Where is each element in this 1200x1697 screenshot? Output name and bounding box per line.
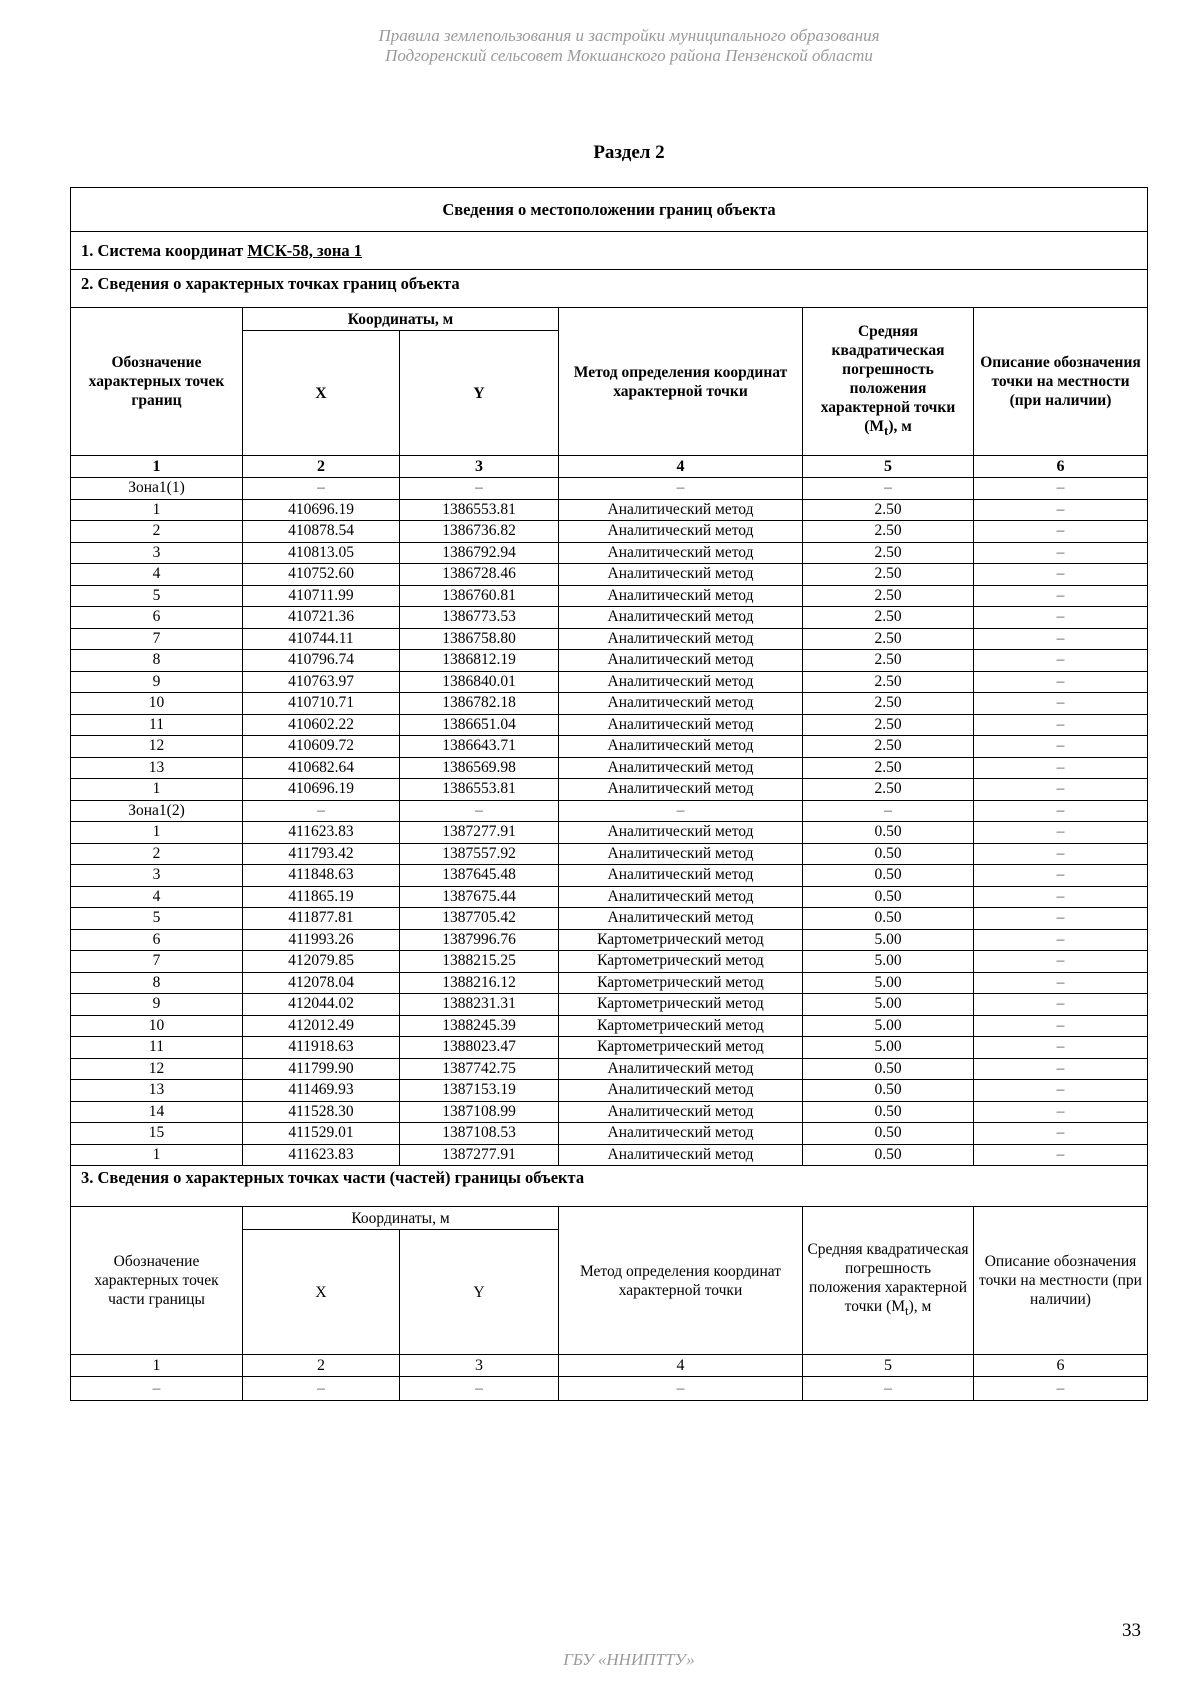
- cell-point-id: Зона1(1): [71, 478, 243, 500]
- header-point: Обозначение характерных точек границ: [71, 308, 243, 456]
- column-numbers3-row: [71, 1355, 1148, 1377]
- footer: ГБУ «ННИПТТУ»: [563, 1650, 695, 1669]
- table-row: [71, 585, 1148, 607]
- cell-point-id: 8: [71, 972, 243, 994]
- table-row: [71, 1123, 1148, 1145]
- cell-description: –: [974, 499, 1148, 521]
- cell-error: 0.50: [803, 822, 974, 844]
- header-error-sub: t: [884, 423, 889, 439]
- section3-label: 3. Сведения о характерных точках части (частей) границы объекта: [71, 1166, 1148, 1207]
- cell-y-coord: 1386651.04: [400, 714, 559, 736]
- table-row: [71, 994, 1148, 1016]
- cell-method: Картометрический метод: [559, 994, 803, 1016]
- cell-x-coord: –: [243, 800, 400, 822]
- cell-error: 5.00: [803, 1015, 974, 1037]
- cell-y-coord: 1387996.76: [400, 929, 559, 951]
- table-row: [71, 843, 1148, 865]
- cell-description: –: [974, 865, 1148, 887]
- cell-x-coord: 410696.19: [243, 499, 400, 521]
- cell-point-id: 13: [71, 1080, 243, 1102]
- cell-method: Аналитический метод: [559, 521, 803, 543]
- cell-x-coord: 410710.71: [243, 693, 400, 715]
- column-number: 2: [243, 1355, 400, 1377]
- cell-x-coord: 410609.72: [243, 736, 400, 758]
- table-row: [71, 693, 1148, 715]
- cell-method: –: [559, 800, 803, 822]
- cell-method: –: [559, 478, 803, 500]
- cell-error: 2.50: [803, 757, 974, 779]
- cell-y-coord: 1386728.46: [400, 564, 559, 586]
- cell-method: Картометрический метод: [559, 951, 803, 973]
- cell-x-coord: 410721.36: [243, 607, 400, 629]
- cell-x-coord: 410711.99: [243, 585, 400, 607]
- cell-x-coord: 411877.81: [243, 908, 400, 930]
- section2-row: [71, 270, 1148, 308]
- running-header-line1: Правила землепользования и застройки муниципального образования: [378, 26, 880, 45]
- cell-method: Аналитический метод: [559, 843, 803, 865]
- cell-error: 0.50: [803, 1101, 974, 1123]
- cell-error: 5.00: [803, 929, 974, 951]
- cell-method: Картометрический метод: [559, 929, 803, 951]
- cell-error: 2.50: [803, 671, 974, 693]
- cell-x-coord: 411918.63: [243, 1037, 400, 1059]
- table-row: [71, 1015, 1148, 1037]
- cell-method: Аналитический метод: [559, 607, 803, 629]
- cell-method: Аналитический метод: [559, 1058, 803, 1080]
- cell-description: –: [974, 1080, 1148, 1102]
- cell-method: Аналитический метод: [559, 1144, 803, 1166]
- header3-coords: Координаты, м: [243, 1207, 559, 1230]
- cell-description: –: [974, 908, 1148, 930]
- header3-point: Обозначение характерных точек части границы: [71, 1207, 243, 1355]
- cell-error: 0.50: [803, 1144, 974, 1166]
- cell-description: –: [974, 478, 1148, 500]
- cell-y-coord: 1386812.19: [400, 650, 559, 672]
- cell-description: –: [974, 1123, 1148, 1145]
- cell-method: Аналитический метод: [559, 886, 803, 908]
- cell-method: Картометрический метод: [559, 1037, 803, 1059]
- table-row: [71, 800, 1148, 822]
- cell-x-coord: 411623.83: [243, 822, 400, 844]
- cell-y-coord: 1387277.91: [400, 822, 559, 844]
- header3-description: Описание обозначения точки на местности (при наличии): [974, 1207, 1148, 1355]
- cell-x-coord: 411993.26: [243, 929, 400, 951]
- cell-error: 5.00: [803, 1037, 974, 1059]
- table-row: [71, 628, 1148, 650]
- cell-error: 0.50: [803, 908, 974, 930]
- cell-method: Аналитический метод: [559, 671, 803, 693]
- cell-error: 2.50: [803, 521, 974, 543]
- cell-description: –: [974, 542, 1148, 564]
- cell-point-id: 13: [71, 757, 243, 779]
- cell-point-id: 8: [71, 650, 243, 672]
- cell-point-id: 5: [71, 908, 243, 930]
- cell-method: Картометрический метод: [559, 972, 803, 994]
- cell-x-coord: 412078.04: [243, 972, 400, 994]
- cell-description: –: [974, 628, 1148, 650]
- cell-description: –: [974, 972, 1148, 994]
- cell-y-coord: –: [400, 478, 559, 500]
- cell-x-coord: 412012.49: [243, 1015, 400, 1037]
- cell-description: –: [974, 1377, 1148, 1401]
- table-row: [71, 908, 1148, 930]
- cell-description: –: [974, 994, 1148, 1016]
- cell-point-id: 10: [71, 1015, 243, 1037]
- cell-method: Аналитический метод: [559, 822, 803, 844]
- column-number: 1: [71, 456, 243, 478]
- cell-description: –: [974, 929, 1148, 951]
- cell-point-id: 12: [71, 1058, 243, 1080]
- cell-description: –: [974, 843, 1148, 865]
- cell-point-id: 14: [71, 1101, 243, 1123]
- section-title: Раздел 2: [593, 142, 665, 163]
- header-x: X: [243, 331, 400, 456]
- cell-method: Аналитический метод: [559, 1080, 803, 1102]
- cell-description: –: [974, 650, 1148, 672]
- cell-error: 2.50: [803, 607, 974, 629]
- cell-method: Картометрический метод: [559, 1015, 803, 1037]
- column-number: 5: [803, 456, 974, 478]
- cell-point-id: –: [71, 1377, 243, 1401]
- cell-x-coord: –: [243, 478, 400, 500]
- cell-point-id: 9: [71, 671, 243, 693]
- table-row: [71, 714, 1148, 736]
- table-row: [71, 1037, 1148, 1059]
- cell-y-coord: 1387108.53: [400, 1123, 559, 1145]
- table-row: [71, 929, 1148, 951]
- cell-error: 0.50: [803, 886, 974, 908]
- cell-y-coord: 1387108.99: [400, 1101, 559, 1123]
- table-row: [71, 564, 1148, 586]
- cell-error: 5.00: [803, 951, 974, 973]
- cell-point-id: 2: [71, 521, 243, 543]
- cell-x-coord: 411848.63: [243, 865, 400, 887]
- coord-system-label: 1. Система координат: [81, 241, 244, 260]
- table-row: [71, 478, 1148, 500]
- cell-description: –: [974, 886, 1148, 908]
- header3-error-sub: t: [905, 1303, 909, 1319]
- cell-y-coord: 1388216.12: [400, 972, 559, 994]
- table-row: [71, 607, 1148, 629]
- cell-method: Аналитический метод: [559, 757, 803, 779]
- section3-row: [71, 1166, 1148, 1207]
- cell-x-coord: 411469.93: [243, 1080, 400, 1102]
- cell-x-coord: 410878.54: [243, 521, 400, 543]
- cell-y-coord: 1387675.44: [400, 886, 559, 908]
- column-number: 6: [974, 456, 1148, 478]
- header-error: [803, 308, 974, 456]
- cell-method: Аналитический метод: [559, 542, 803, 564]
- cell-method: Аналитический метод: [559, 714, 803, 736]
- table-row: [71, 736, 1148, 758]
- cell-point-id: 3: [71, 542, 243, 564]
- cell-point-id: 7: [71, 951, 243, 973]
- cell-description: –: [974, 1058, 1148, 1080]
- cell-error: 5.00: [803, 994, 974, 1016]
- cell-error: 0.50: [803, 1080, 974, 1102]
- cell-description: –: [974, 1144, 1148, 1166]
- cell-error: 2.50: [803, 779, 974, 801]
- cell-method: Аналитический метод: [559, 628, 803, 650]
- cell-x-coord: –: [243, 1377, 400, 1401]
- cell-description: –: [974, 585, 1148, 607]
- table-row: [71, 779, 1148, 801]
- cell-point-id: 1: [71, 1144, 243, 1166]
- cell-y-coord: 1387277.91: [400, 1144, 559, 1166]
- header-method: Метод определения координат характерной точки: [559, 308, 803, 456]
- coord-system: [71, 232, 1148, 270]
- cell-error: 2.50: [803, 499, 974, 521]
- table-row: [71, 1058, 1148, 1080]
- cell-error: 0.50: [803, 1058, 974, 1080]
- cell-y-coord: 1387742.75: [400, 1058, 559, 1080]
- header-row: [71, 308, 1148, 331]
- cell-point-id: 1: [71, 779, 243, 801]
- cell-x-coord: 410813.05: [243, 542, 400, 564]
- cell-point-id: 4: [71, 886, 243, 908]
- cell-point-id: 12: [71, 736, 243, 758]
- cell-point-id: 11: [71, 1037, 243, 1059]
- header3-error-unit: ), м: [908, 1298, 932, 1316]
- cell-point-id: 1: [71, 822, 243, 844]
- header-y: Y: [400, 331, 559, 456]
- cell-method: Аналитический метод: [559, 585, 803, 607]
- cell-y-coord: 1386553.81: [400, 499, 559, 521]
- table-row: [71, 499, 1148, 521]
- cell-point-id: 1: [71, 499, 243, 521]
- table-title: Сведения о местоположении границ объекта: [71, 188, 1148, 232]
- cell-description: –: [974, 736, 1148, 758]
- cell-error: 2.50: [803, 714, 974, 736]
- cell-error: 2.50: [803, 628, 974, 650]
- page-number: 33: [1122, 1620, 1141, 1641]
- header3-row: [71, 1207, 1148, 1230]
- cell-description: –: [974, 564, 1148, 586]
- header3-method: Метод определения координат характерной точки: [559, 1207, 803, 1355]
- cell-method: Аналитический метод: [559, 865, 803, 887]
- cell-x-coord: 411865.19: [243, 886, 400, 908]
- cell-description: –: [974, 671, 1148, 693]
- cell-description: –: [974, 693, 1148, 715]
- cell-point-id: 11: [71, 714, 243, 736]
- cell-method: Аналитический метод: [559, 736, 803, 758]
- cell-y-coord: 1387645.48: [400, 865, 559, 887]
- table-row: [71, 951, 1148, 973]
- cell-y-coord: 1387153.19: [400, 1080, 559, 1102]
- cell-point-id: 6: [71, 929, 243, 951]
- table-row: [71, 757, 1148, 779]
- cell-y-coord: 1386792.94: [400, 542, 559, 564]
- cell-y-coord: 1386782.18: [400, 693, 559, 715]
- cell-method: Аналитический метод: [559, 1101, 803, 1123]
- cell-error: 0.50: [803, 1123, 974, 1145]
- cell-point-id: 2: [71, 843, 243, 865]
- cell-description: –: [974, 1101, 1148, 1123]
- cell-y-coord: 1388215.25: [400, 951, 559, 973]
- cell-x-coord: 410763.97: [243, 671, 400, 693]
- cell-x-coord: 412044.02: [243, 994, 400, 1016]
- cell-method: Аналитический метод: [559, 650, 803, 672]
- cell-error: 2.50: [803, 693, 974, 715]
- table-row: [71, 1144, 1148, 1166]
- table-row: [71, 521, 1148, 543]
- cell-y-coord: –: [400, 1377, 559, 1401]
- cell-description: –: [974, 757, 1148, 779]
- cell-point-id: 3: [71, 865, 243, 887]
- cell-x-coord: 410796.74: [243, 650, 400, 672]
- cell-x-coord: 410682.64: [243, 757, 400, 779]
- cell-y-coord: 1388245.39: [400, 1015, 559, 1037]
- cell-error: –: [803, 1377, 974, 1401]
- cell-error: 2.50: [803, 585, 974, 607]
- cell-error: 0.50: [803, 865, 974, 887]
- cell-x-coord: 410752.60: [243, 564, 400, 586]
- cell-y-coord: 1388023.47: [400, 1037, 559, 1059]
- header3-x: X: [243, 1230, 400, 1355]
- cell-x-coord: 410602.22: [243, 714, 400, 736]
- table-row: [71, 1377, 1148, 1401]
- table-row: [71, 972, 1148, 994]
- column-number: 5: [803, 1355, 974, 1377]
- cell-y-coord: 1386760.81: [400, 585, 559, 607]
- header3-error: [803, 1207, 974, 1355]
- cell-method: –: [559, 1377, 803, 1401]
- table-row: [71, 650, 1148, 672]
- cell-x-coord: 411799.90: [243, 1058, 400, 1080]
- cell-error: 2.50: [803, 736, 974, 758]
- cell-x-coord: 411529.01: [243, 1123, 400, 1145]
- cell-y-coord: 1387557.92: [400, 843, 559, 865]
- cell-y-coord: 1386736.82: [400, 521, 559, 543]
- column-number: 3: [400, 456, 559, 478]
- cell-y-coord: 1386840.01: [400, 671, 559, 693]
- cell-description: –: [974, 521, 1148, 543]
- cell-y-coord: 1386758.80: [400, 628, 559, 650]
- cell-point-id: 9: [71, 994, 243, 1016]
- cell-point-id: 5: [71, 585, 243, 607]
- cell-x-coord: 411528.30: [243, 1101, 400, 1123]
- cell-method: Аналитический метод: [559, 693, 803, 715]
- cell-description: –: [974, 800, 1148, 822]
- table-row: [71, 542, 1148, 564]
- cell-description: –: [974, 951, 1148, 973]
- column-numbers-row: [71, 456, 1148, 478]
- column-number: 4: [559, 1355, 803, 1377]
- header-description: Описание обозначения точки на местности (при наличии): [974, 308, 1148, 456]
- cell-method: Аналитический метод: [559, 499, 803, 521]
- header-error-unit: ), м: [888, 418, 912, 436]
- coord-system-value: МСК-58, зона 1: [247, 241, 362, 260]
- cell-x-coord: 412079.85: [243, 951, 400, 973]
- table-row: [71, 886, 1148, 908]
- cell-point-id: 4: [71, 564, 243, 586]
- table-row: [71, 1080, 1148, 1102]
- header-error-text: Средняя квадратическая погрешность положения характерной точки (M: [820, 323, 956, 436]
- table-row: [71, 865, 1148, 887]
- column-number: 1: [71, 1355, 243, 1377]
- column-number: 3: [400, 1355, 559, 1377]
- cell-method: Аналитический метод: [559, 908, 803, 930]
- cell-x-coord: 411623.83: [243, 1144, 400, 1166]
- cell-error: –: [803, 800, 974, 822]
- cell-method: Аналитический метод: [559, 779, 803, 801]
- header3-error-text: Средняя квадратическая погрешность положения характерной точки (M: [807, 1241, 969, 1316]
- cell-point-id: 7: [71, 628, 243, 650]
- cell-point-id: Зона1(2): [71, 800, 243, 822]
- cell-error: 0.50: [803, 843, 974, 865]
- cell-y-coord: 1387705.42: [400, 908, 559, 930]
- cell-description: –: [974, 714, 1148, 736]
- cell-y-coord: 1386773.53: [400, 607, 559, 629]
- running-header-line2: Подгоренский сельсовет Мокшанского района Пензенской области: [385, 46, 873, 65]
- cell-description: –: [974, 1037, 1148, 1059]
- cell-error: 2.50: [803, 542, 974, 564]
- cell-y-coord: 1386569.98: [400, 757, 559, 779]
- cell-point-id: 15: [71, 1123, 243, 1145]
- column-number: 6: [974, 1355, 1148, 1377]
- table-row: [71, 822, 1148, 844]
- column-number: 4: [559, 456, 803, 478]
- coord-system-row: [71, 232, 1148, 270]
- cell-description: –: [974, 822, 1148, 844]
- cell-error: 5.00: [803, 972, 974, 994]
- cell-method: Аналитический метод: [559, 564, 803, 586]
- table-row: [71, 1101, 1148, 1123]
- cell-y-coord: –: [400, 800, 559, 822]
- header3-y: Y: [400, 1230, 559, 1355]
- cell-x-coord: 410744.11: [243, 628, 400, 650]
- cell-description: –: [974, 779, 1148, 801]
- cell-method: Аналитический метод: [559, 1123, 803, 1145]
- header-coords: Координаты, м: [243, 308, 559, 331]
- cell-error: 2.50: [803, 650, 974, 672]
- cell-description: –: [974, 1015, 1148, 1037]
- boundary-table: [70, 187, 1148, 1401]
- cell-point-id: 6: [71, 607, 243, 629]
- cell-x-coord: 411793.42: [243, 843, 400, 865]
- cell-x-coord: 410696.19: [243, 779, 400, 801]
- cell-description: –: [974, 607, 1148, 629]
- section2-label: 2. Сведения о характерных точках границ объекта: [71, 270, 1148, 308]
- cell-point-id: 10: [71, 693, 243, 715]
- cell-error: –: [803, 478, 974, 500]
- table-row: [71, 671, 1148, 693]
- cell-y-coord: 1386643.71: [400, 736, 559, 758]
- cell-y-coord: 1386553.81: [400, 779, 559, 801]
- column-number: 2: [243, 456, 400, 478]
- cell-y-coord: 1388231.31: [400, 994, 559, 1016]
- table-title-row: [71, 188, 1148, 232]
- cell-error: 2.50: [803, 564, 974, 586]
